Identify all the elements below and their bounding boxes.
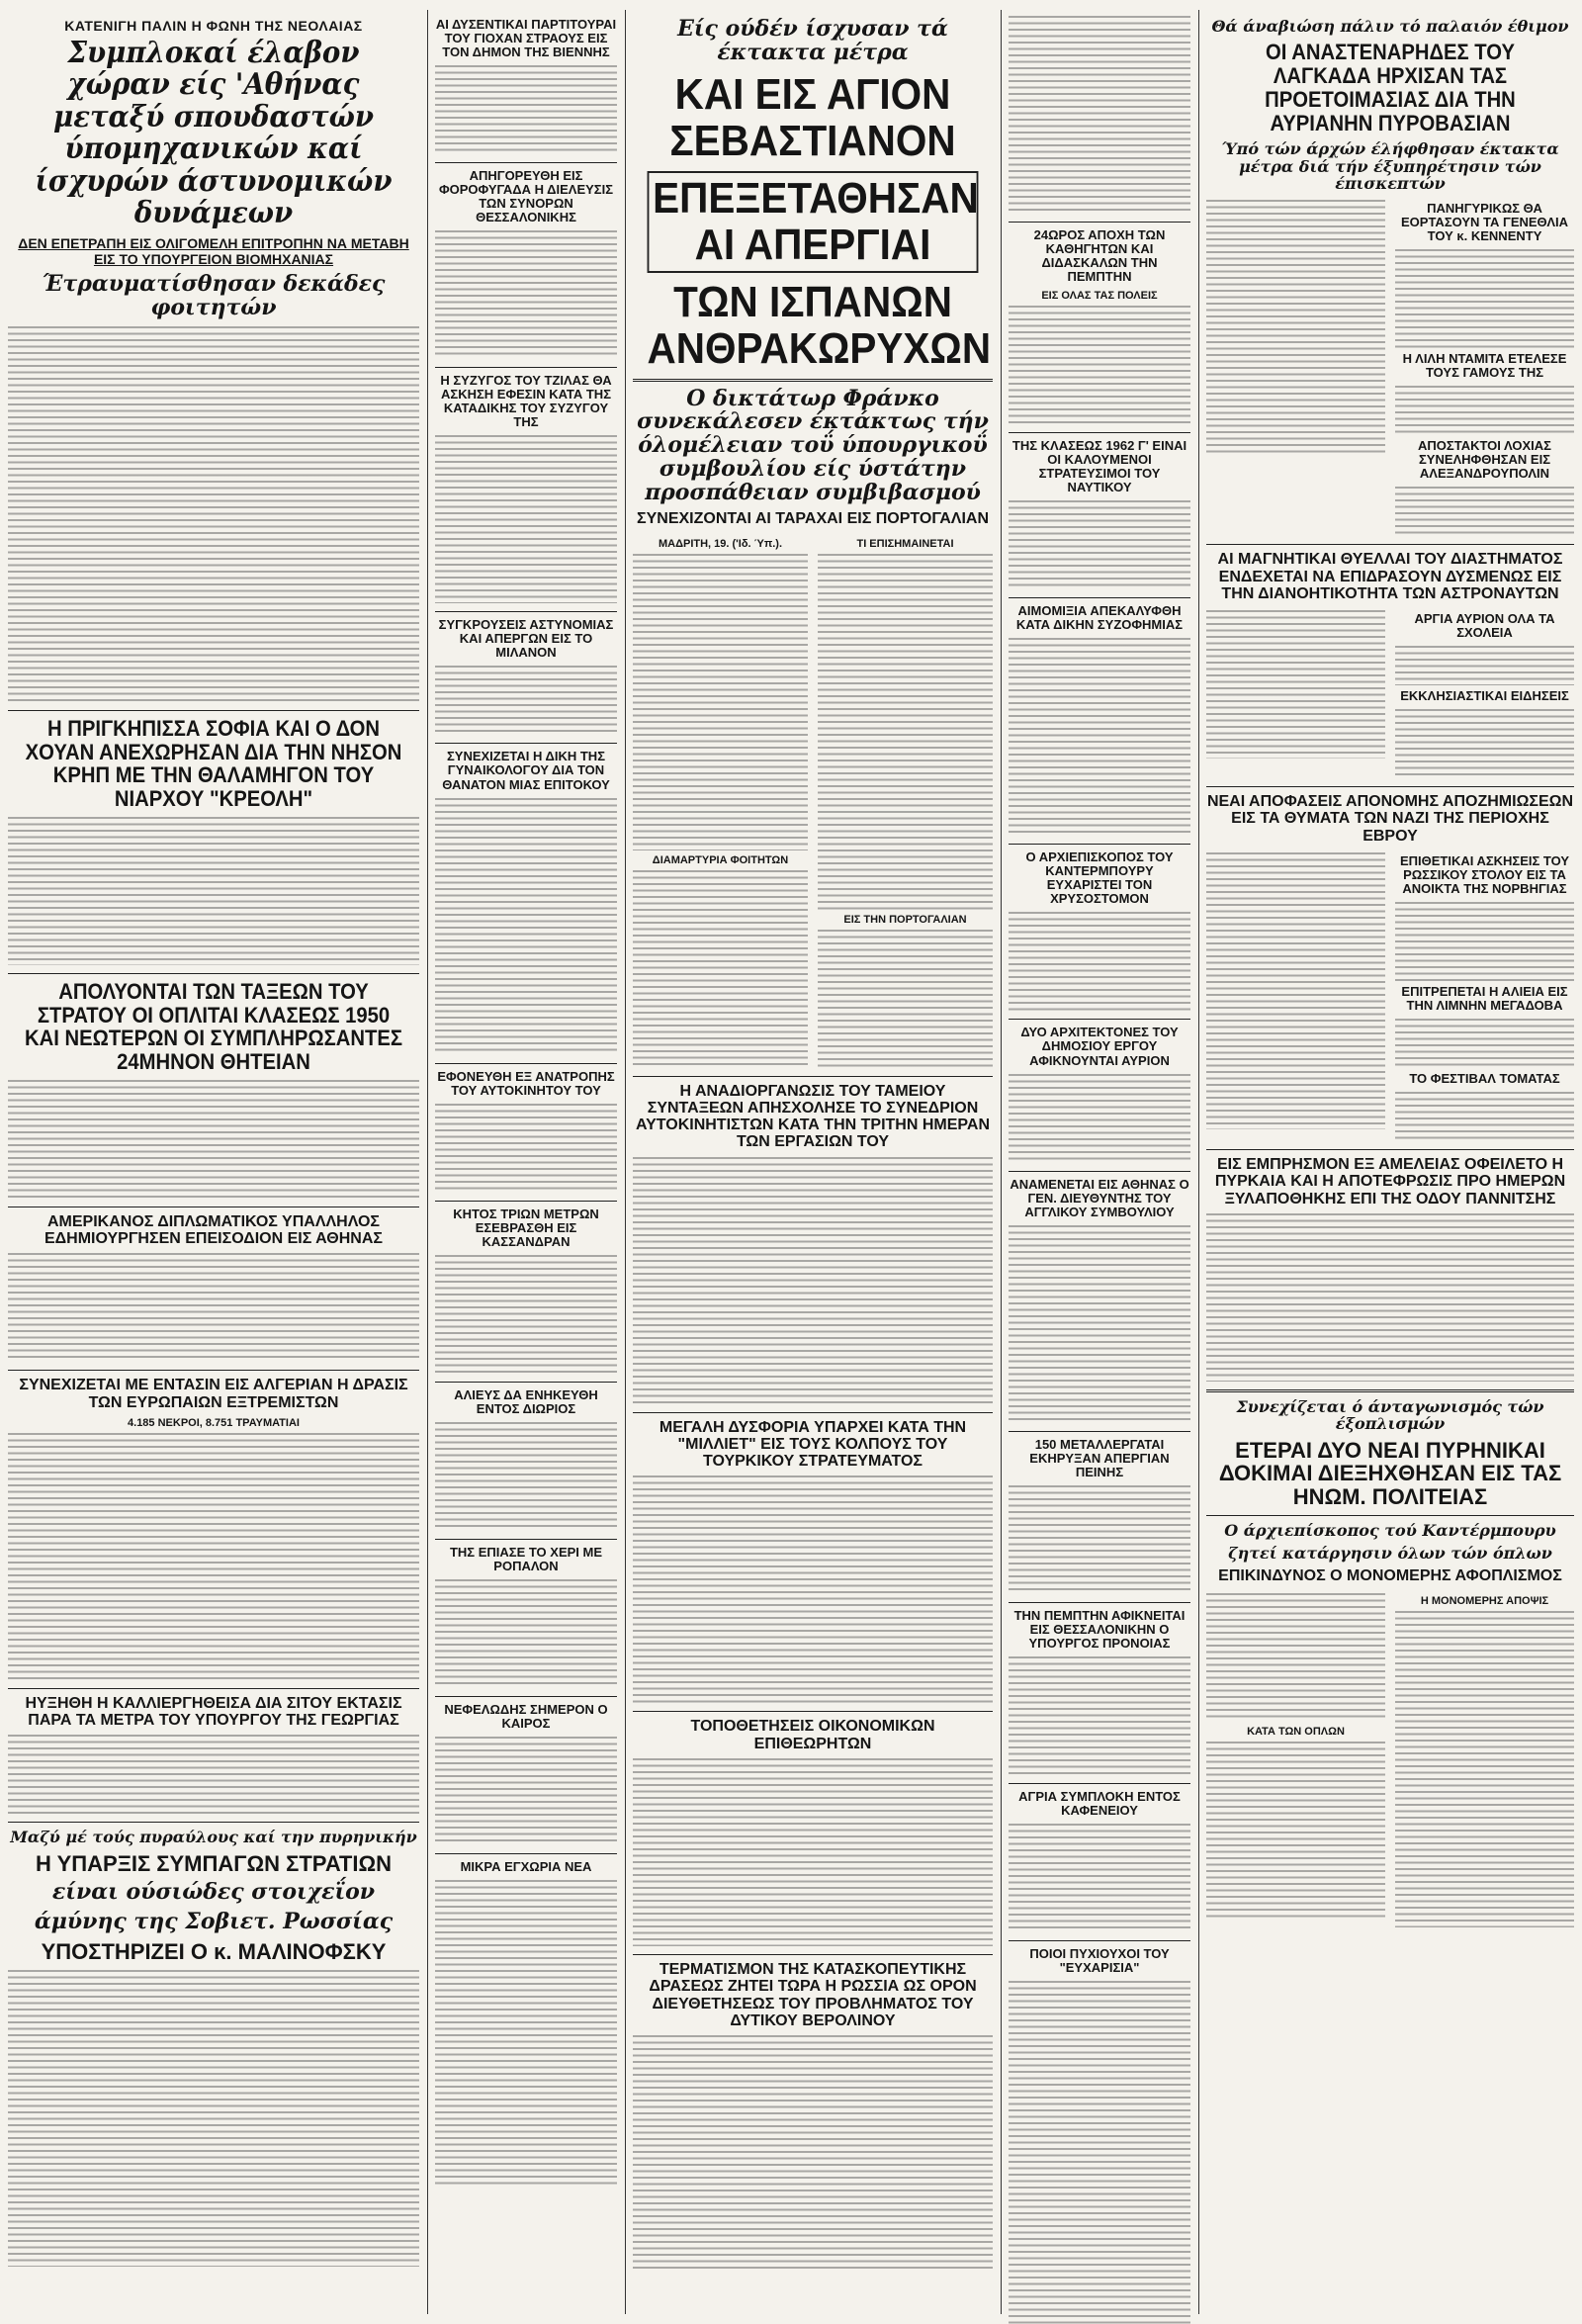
car-headline: ΕΦΟΝΕΥΘΗ ΕΞ ΑΝΑΤΡΟΠΗΣ ΤΟΥ ΑΥΤΟΚΙΝΗΤΟΥ ΤΟΥ bbox=[437, 1068, 615, 1098]
algeria-headline: ΣΥΝΕΧΙΖΕΤΑΙ ΜΕ ΕΝΤΑΣΙΝ ΕΙΣ ΑΛΓΕΡΙΑΝ Η ΔΡΑΣΙΣ ΤΩΝ ΕΥΡΩΠΑΙΩΝ ΕΞΤΡΕΜΙΣΤΩΝ bbox=[19, 1377, 408, 1411]
missiles-headline-4: ΥΠΟΣΤΗΡΙΖΕΙ Ο κ. ΜΑΛΙΝΟΦΣΚΥ bbox=[41, 1938, 387, 1964]
lead-deck: Ο δικτάτωρ Φράνκο συνεκάλεσεν έκτάκτως τήν όλομέλειαν τοΰ ύπουργικοΰ συμβουλίου είς ύστάτην προσπάθειαν συμβιβασμού bbox=[637, 385, 989, 505]
article-body bbox=[8, 326, 419, 702]
architects-headline: ΔΥΟ ΑΡΧΙΤΕΚΤΟΝΕΣ ΤΟΥ ΔΗΜΟΣΙΟΥ ΕΡΓΟΥ ΑΦΙΚΝΟΥΝΤΑΙ ΑΥΡΙΟΝ bbox=[1020, 1025, 1179, 1068]
guchan-headline: ΑΙ ΔΥΣΕΝΤΙΚΑΙ ΠΑΡΤΙΤΟΥΡΑΙ ΤΟΥ ΓΙΟΧΑΝ ΣΤΡΑΟΥΣ ΕΙΣ ΤΟΝ ΔΗΜΟΝ ΤΗΣ ΒΙΕΝΝΗΣ bbox=[435, 17, 617, 60]
weather-headline: ΝΕΦΕΛΩΔΗΣ ΣΗΜΕΡΟΝ Ο ΚΑΙΡΟΣ bbox=[444, 1701, 608, 1731]
students-subhead: ΔΙΑΜΑΡΤΥΡΙΑ ΦΟΙΤΗΤΩΝ bbox=[652, 853, 789, 866]
army-headline: ΑΠΟΛΥΟΝΤΑΙ ΤΩΝ ΤΑΞΕΩΝ ΤΟΥ ΣΤΡΑΤΟΥ ΟΙ ΟΠΛΙΤΑΙ ΚΛΑΣΕΩΣ 1950 ΚΑΙ ΝΕΩΤΕΡΩΝ ΟΙ ΣΥΜΠΛΗΡΩΣΑΝΤΕΣ 24ΜΗΝΟΝ ΘΗΤΕΙΑΝ bbox=[24, 978, 403, 1075]
article-body bbox=[8, 1253, 419, 1362]
missiles-kicker: Μαζύ μέ τούς πυραύλους καί την πυρηνικήν bbox=[10, 1828, 417, 1847]
lead-subhead: Έτραυματίσθησαν δεκάδες φοιτητών bbox=[42, 271, 386, 321]
strike-24h-sub: ΕΙΣ ΟΛΑΣ ΤΑΣ ΠΟΛΕΙΣ bbox=[1041, 290, 1158, 303]
lead-headline-1: ΚΑΙ ΕΙΣ ΑΓΙΟΝ ΣΕΒΑΣΤΙΑΝΟΝ bbox=[669, 69, 956, 166]
article-body bbox=[8, 1970, 419, 2267]
article-body bbox=[435, 230, 617, 359]
article-body bbox=[1009, 1485, 1190, 1594]
strike-24h-headline: 24ΩΡΟΣ ΑΠΟΧΗ ΤΩΝ ΚΑΘΗΓΗΤΩΝ ΚΑΙ ΔΙΔΑΣΚΑΛΩΝ ΤΗΝ ΠΕΜΠΤΗΝ bbox=[1033, 227, 1166, 285]
canterbury-dek: ζητεί κατάργησιν όλων τών όπλων bbox=[1228, 1544, 1552, 1564]
article-body bbox=[1009, 500, 1190, 589]
article-body bbox=[435, 1579, 617, 1688]
hiram-headline: Η ΛΙΛΗ ΝΤΑΜΙΤΑ ΕΤΕΛΕΣΕ ΤΟΥΣ ΓΑΜΟΥΣ ΤΗΣ bbox=[1402, 351, 1567, 381]
lead-dek: Ύπό τών άρχών έλήφθησαν έκτακτα μέτρα διά τήν έξυπηρέτησιν τών έπισκεπτών bbox=[1221, 139, 1559, 193]
hand-headline: ΤΗΣ ΕΠΙΑΣΕ ΤΟ ΧΕΡΙ ΜΕ ΡΟΠΑΛΟΝ bbox=[449, 1544, 603, 1573]
director-headline: ΑΝΑΜΕΝΕΤΑΙ ΕΙΣ ΑΘΗΝΑΣ Ο ΓΕΝ. ΔΙΕΥΘΥΝΤΗΣ ΤΟΥ ΑΓΓΛΙΚΟΥ ΣΥΜΒΟΥΛΙΟΥ bbox=[1010, 1176, 1189, 1219]
article-body bbox=[1009, 1225, 1190, 1423]
missiles-headline-2: είναι ούσιώδες στοιχεΐον bbox=[51, 1879, 376, 1906]
article-body bbox=[1009, 638, 1190, 836]
article-body bbox=[633, 2035, 993, 2273]
article-body bbox=[8, 817, 419, 965]
milan-headline: ΣΥΓΚΡΟΥΣΕΙΣ ΑΣΤΥΝΟΜΙΑΣ ΚΑΙ ΑΠΕΡΓΩΝ ΕΙΣ ΤΟ ΜΙΛΑΝΟΝ bbox=[438, 617, 614, 661]
article-body bbox=[435, 798, 617, 1055]
article-body bbox=[435, 1880, 617, 2187]
lead-headline-2: ΕΠΕΞΕΤΑΘΗΣΑΝ ΑΙ ΑΠΕΡΓΙΑΙ bbox=[648, 171, 979, 273]
festival-headline: ΤΟ ΦΕΣΤΙΒΑΛ ΤΟΜΑΤΑΣ bbox=[1409, 1071, 1560, 1087]
lead-headline-3: ΤΩΝ ΙΣΠΑΝΩΝ ΑΝΘΡΑΚΩΡΥΧΩΝ bbox=[647, 277, 992, 374]
lead-kicker: Θά άναβιώση πάλιν τό παλαιόν έθιμον bbox=[1211, 17, 1569, 36]
article-body bbox=[633, 1758, 993, 1946]
article-body bbox=[633, 1475, 993, 1703]
portugal-subhead: ΕΙΣ ΤΗΝ ΠΟΡΤΟΓΑΛΙΑΝ bbox=[843, 913, 967, 926]
archbishop-headline: Ο ΑΡΧΙΕΠΙΣΚΟΠΟΣ ΤΟΥ ΚΑΝΤΕΡΜΠΟΥΡΥ ΕΥΧΑΡΙΣΤΕΙ ΤΟΝ ΧΡΥΣΟΣΤΟΜΟΝ bbox=[1025, 849, 1174, 907]
lead-headline: ΟΙ ΑΝΑΣΤΕΝΑΡΗΔΕΣ ΤΟΥ ΛΑΓΚΑΔΑ ΗΡΧΙΣΑΝ ΤΑΣ ΠΡΟΕΤΟΙΜΑΣΙΑΣ ΔΙΑ ΤΗΝ ΑΥΡΙΑΝΗΝ ΠΥΡΟΒΑΣΙΑΝ bbox=[1265, 40, 1516, 135]
madrid-dateline: ΜΑΔΡΙΤΗ, 19. ('Ιδ. Ύπ.). bbox=[658, 537, 783, 550]
article-body bbox=[633, 1157, 993, 1404]
tzilas-headline: Η ΣΥΖΥΓΟΣ ΤΟΥ ΤΖΙΛΑΣ ΘΑ ΑΣΚΗΣΗ ΕΦΕΣΙΝ ΚΑΤΑ ΤΗΣ ΚΑΤΑΔΙΚΗΣ ΤΟΥ ΣΥΖΥΓΟΥ ΤΗΣ bbox=[440, 373, 612, 430]
article-body bbox=[435, 1255, 617, 1374]
canterbury-subhead: ΕΠΙΚΙΝΔΥΝΟΣ Ο ΜΟΝΟΜΕΡΗΣ ΑΦΟΠΛΙΣΜΟΣ bbox=[1218, 1567, 1562, 1585]
column-4 bbox=[1001, 0, 1198, 2324]
canterbury-kicker: Ο άρχιεπίσκοπος τού Καντέρμπουρυ bbox=[1224, 1520, 1556, 1540]
nazi-headline: ΝΕΑΙ ΑΠΟΦΑΣΕΙΣ ΑΠΟΝΟΜΗΣ ΑΠΟΖΗΜΙΩΣΕΩΝ ΕΙΣ ΤΑ ΘΥΜΑΤΑ ΤΩΝ ΝΑΖΙ ΤΗΣ ΠΕΡΙΟΧΗΣ ΕΒΡΟΥ bbox=[1206, 793, 1574, 845]
article-body bbox=[1009, 1824, 1190, 1932]
georgia-headline: ΗΥΞΗΘΗ Η ΚΑΛΛΙΕΡΓΗΘΕΙΣΑ ΔΙΑ ΣΙΤΟΥ ΕΚΤΑΣΙΣ ΠΑΡΑ ΤΑ ΜΕΤΡΑ ΤΟΥ ΥΠΟΥΡΓΟΥ ΤΗΣ ΓΕΩΡΓΙΑΣ bbox=[25, 1694, 402, 1730]
article-body bbox=[435, 1737, 617, 1845]
column-5 bbox=[1198, 0, 1582, 2324]
cafe-headline: ΑΓΡΙΑ ΣΥΜΠΛΟΚΗ ΕΝΤΟΣ ΚΑΦΕΝΕΙΟΥ bbox=[1018, 1788, 1181, 1818]
small-news-headline: ΜΙΚΡΑ ΕΓΧΩΡΙΑ ΝΕΑ bbox=[460, 1858, 592, 1874]
class-headline: ΤΗΣ ΚΛΑΣΕΩΣ 1962 Γ' ΕΙΝΑΙ ΟΙ ΚΑΛΟΥΜΕΝΟΙ ΣΤΡΑΤΕΥΣΙΜΟΙ ΤΟΥ ΝΑΥΤΙΚΟΥ bbox=[1011, 438, 1187, 495]
missiles-headline: Η ΥΠΑΡΞΙΣ ΣΥΜΠΑΓΩΝ ΣΤΡΑΤΙΩΝ bbox=[36, 1850, 392, 1876]
church-headline: ΕΚΚΛΗΣΙΑΣΤΙΚΑΙ ΕΙΔΗΣΕΙΣ bbox=[1400, 688, 1569, 704]
diplomat-headline: ΑΜΕΡΙΚΑΝΟΣ ΔΙΠΛΩΜΑΤΙΚΟΣ ΥΠΑΛΛΗΛΟΣ ΕΔΗΜΙΟΥΡΓΗΣΕΝ ΕΠΕΙΣΟΔΙΟΝ ΕΙΣ ΑΘΗΝΑΣ bbox=[44, 1212, 384, 1248]
article-body bbox=[1009, 1981, 1190, 2324]
column-1 bbox=[0, 0, 427, 2324]
algeria-subhead: 4.185 ΝΕΚΡΟΙ, 8.751 ΤΡΑΥΜΑΤΙΑΙ bbox=[128, 1416, 300, 1429]
article-body bbox=[1009, 306, 1190, 424]
canterbury-subhead-2: Η ΜΟΝΟΜΕΡΗΣ ΑΠΟΨΙΣ bbox=[1420, 1594, 1549, 1607]
fund-headline: Η ΑΝΑΔΙΟΡΓΑΝΩΣΙΣ ΤΟΥ ΤΑΜΕΙΟΥ ΣΥΝΤΑΞΕΩΝ ΑΠΗΣΧΟΛΗΣΕ ΤΟ ΣΥΝΕΔΡΙΟΝ ΑΥΤΟΚΙΝΗΤΙΣΤΩΝ ΚΑΤΑ ΤΗΝ ΤΡΙΤΗΝ ΗΜΕΡΑΝ ΤΩΝ ΕΡΓΑΣΙΩΝ ΤΟΥ bbox=[635, 1082, 990, 1151]
kassandra-headline: ΚΗΤΟΣ ΤΡΙΩΝ ΜΕΤΡΩΝ ΕΣΕΒΡΑΣΘΗ ΕΙΣ ΚΑΣΣΑΝΔΡΑΝ bbox=[453, 1206, 599, 1249]
kennedy-headline: ΠΑΝΗΓΥΡΙΚΩΣ ΘΑ ΕΟΡΤΑΣΟΥΝ ΤΑ ΓΕΝΕΘΛΙΑ ΤΟΥ κ. ΚΕΝΝΕΝΤΥ bbox=[1401, 201, 1568, 244]
article-body bbox=[435, 666, 617, 735]
article-body bbox=[1009, 1656, 1190, 1775]
article-body bbox=[1009, 912, 1190, 1011]
article-body bbox=[1009, 16, 1190, 214]
trial-headline: ΣΥΝΕΧΙΖΕΤΑΙ Η ΔΙΚΗ ΤΗΣ ΓΥΝΑΙΚΟΛΟΓΟΥ ΔΙΑ ΤΟΝ ΘΑΝΑΤΟΝ ΜΙΑΣ ΕΠΙΤΟΚΟΥ bbox=[442, 749, 610, 792]
fishing-headline: ΕΠΙΤΡΕΠΕΤΑΙ Η ΑΛΙΕΙΑ ΕΙΣ ΤΗΝ ΛΙΜΝΗΝ ΜΕΓΑΔΟΒΑ bbox=[1401, 984, 1568, 1014]
article-body bbox=[8, 1080, 419, 1199]
magnetic-headline: ΑΙ ΜΑΓΝΗΤΙΚΑΙ ΘΥΕΛΛΑΙ ΤΟΥ ΔΙΑΣΤΗΜΑΤΟΣ ΕΝΔΕΧΕΤΑΙ ΝΑ ΕΠΙΔΡΑΣΟΥΝ ΔΥΣΜΕΝΩΣ ΕΙΣ ΤΗΝ ΔΙΑΝΟΗΤΙΚΟΤΗΤΑ ΤΩΝ ΑΣΤΡΟΝΑΥΤΩΝ bbox=[1217, 551, 1563, 602]
arms-kicker: Συνεχίζεται ό άνταγωνισμός τών έξοπλισμών bbox=[1236, 1396, 1544, 1434]
inspect-headline: ΤΟΠΟΘΕΤΗΣΕΙΣ ΟΙΚΟΝΟΜΙΚΩΝ ΕΠΙΘΕΩΡΗΤΩΝ bbox=[690, 1718, 935, 1752]
fire-headline: ΕΙΣ ΕΜΠΡΗΣΜΟΝ ΕΞ ΑΜΕΛΕΙΑΣ ΟΦΕΙΛΕΤΟ Η ΠΥΡΚΑΙΑ ΚΑΙ Η ΑΠΟΤΕΦΡΩΣΙΣ ΠΡΟ ΗΜΕΡΩΝ ΞΥΛΑΠΟΘΗΚΗΣ ΕΠΙ ΤΗΣ ΟΔΟΥ ΠΑΝΝΙΤΣΗΣ bbox=[1214, 1156, 1566, 1207]
lottery-headline: ΠΟΙΟΙ ΠΥΧΙΟΥΧΟΙ ΤΟΥ "ΕΥΧΑΡΙΣΙΑ" bbox=[1029, 1945, 1170, 1975]
article-body bbox=[435, 1422, 617, 1531]
article-body bbox=[8, 1433, 419, 1680]
sofia-headline: Η ΠΡΙΓΚΗΠΙΣΣΑ ΣΟΦΙΑ ΚΑΙ Ο ΔΟΝ ΧΟΥΑΝ ΑΝΕΧΩΡΗΣΑΝ ΔΙΑ ΤΗΝ ΝΗΣΟΝ ΚΡΗΠ ΜΕ ΤΗΝ ΘΑΛΑΜΗΓΟΝ ΤΟΥ ΝΙΑΡΧΟΥ "ΚΡΕΟΛΗ" bbox=[25, 715, 402, 812]
turkey-headline: ΜΕΓΑΛΗ ΔΥΣΦΟΡΙΑ ΥΠΑΡΧΕΙ ΚΑΤΑ ΤΗΝ "ΜΙΛΛΙΕΤ" ΕΙΣ ΤΟΥΣ ΚΟΛΠΟΥΣ ΤΟΥ ΤΟΥΡΚΙΚΟΥ ΣΤΡΑΤΕΥΜΑΤΟΣ bbox=[659, 1418, 967, 1471]
lead-dek: ΔΕΝ ΕΠΕΤΡΑΠΗ ΕΙΣ ΟΛΙΓΟΜΕΛΗ ΕΠΙΤΡΟΠΗΝ ΝΑ ΜΕΤΑΒΗ ΕΙΣ ΤΟ ΥΠΟΥΡΓΕΙΟΝ ΒΙΟΜΗΧΑΝΙΑΣ bbox=[18, 235, 409, 268]
column-2 bbox=[427, 0, 625, 2324]
article-body bbox=[435, 1104, 617, 1193]
schools-headline: ΑΡΓΙΑ ΑΥΡΙΟΝ ΟΛΑ ΤΑ ΣΧΟΛΕΙΑ bbox=[1414, 611, 1555, 641]
article-body bbox=[1009, 1074, 1190, 1163]
lead-deck-sub: ΣΥΝΕΧΙΖΟΝΤΑΙ ΑΙ ΤΑΡΑΧΑΙ ΕΙΣ ΠΟΡΤΟΓΑΛΙΑΝ bbox=[637, 510, 989, 528]
minister-headline: ΤΗΝ ΠΕΜΠΤΗΝ ΑΦΙΚΝΕΙΤΑΙ ΕΙΣ ΘΕΣΣΑΛΟΝΙΚΗΝ Ο ΥΠΟΥΡΓΟΣ ΠΡΟΝΟΙΑΣ bbox=[1013, 1607, 1186, 1651]
exercise-headline: ΕΠΙΘΕΤΙΚΑΙ ΑΣΚΗΣΕΙΣ ΤΟΥ ΡΩΣΣΙΚΟΥ ΣΤΟΛΟΥ ΕΙΣ ΤΑ ΑΝΟΙΚΤΑ ΤΗΣ ΝΟΡΒΗΓΙΑΣ bbox=[1399, 853, 1570, 897]
retired-headline: ΑΠΟΣΤΑΚΤΟΙ ΛΟΧΙΑΣ ΣΥΝΕΛΗΦΘΗΣΑΝ ΕΙΣ ΑΛΕΞΑΝΔΡΟΥΠΟΛΙΝ bbox=[1418, 438, 1551, 482]
article-body bbox=[435, 435, 617, 603]
article-body bbox=[435, 65, 617, 154]
arms-headline: ΕΤΕΡΑΙ ΔΥΟ ΝΕΑΙ ΠΥΡΗΝΙΚΑΙ ΔΟΚΙΜΑΙ ΔΙΕΞΗΧΘΗΣΑΝ ΕΙΣ ΤΑΣ ΗΝΩΜ. ΠΟΛΙΤΕΙΑΣ bbox=[1218, 1437, 1562, 1510]
blood-headline: ΑΙΜΟΜΙΞΙΑ ΑΠΕΚΑΛΥΦΘΗ ΚΑΤΑ ΔΙΚΗΝ ΣΥΖΟΦΗΜΙΑΣ bbox=[1015, 603, 1184, 633]
thessaloniki-headline: ΑΠΗΓΟΡΕΥΘΗ ΕΙΣ ΦΟΡΟΦΥΓΑΔΑ Η ΔΙΕΛΕΥΣΙΣ ΤΩΝ ΣΥΝΟΡΩΝ ΘΕΣΣΑΛΟΝΙΚΗΣ bbox=[438, 168, 614, 225]
strike-subhead: ΤΙ ΕΠΙΣΗΜΑΙΝΕΤΑΙ bbox=[856, 537, 954, 550]
lead-kicker: ΚΑΤΕΝΙΓΗ ΠΑΛΙΝ Η ΦΩΝΗ ΤΗΣ ΝΕΟΛΑΙΑΣ bbox=[64, 18, 363, 34]
missiles-headline-3: άμύνης της Σοβιετ. Ρωσσίας bbox=[34, 1909, 394, 1935]
berlin-headline: ΤΕΡΜΑΤΙΣΜΟΝ ΤΗΣ ΚΑΤΑΣΚΟΠΕΥΤΙΚΗΣ ΔΡΑΣΕΩΣ ΖΗΤΕΙ ΤΩΡΑ Η ΡΩΣΣΙΑ ΩΣ ΟΡΟΝ ΔΙΕΥΘΕΤΗΣΕΩΣ ΤΟΥ ΠΡΟΒΛΗΜΑΤΟΣ ΤΟΥ ΔΥΤΙΚΟΥ ΒΕΡΟΛΙΝΟΥ bbox=[649, 1961, 977, 2029]
heli-headline: ΑΛΙΕΥΣ ΔΑ ΕΝΗΚΕΥΘΗ ΕΝΤΟΣ ΔΙΩΡΙΟΣ bbox=[454, 1386, 598, 1416]
canterbury-subhead-3: ΚΑΤΑ ΤΩΝ ΟΠΛΩΝ bbox=[1247, 1725, 1345, 1738]
lead-kicker: Είς ούδέν ίσχυσαν τά έκτακτα μέτρα bbox=[677, 16, 948, 65]
article-body bbox=[8, 1735, 419, 1814]
column-3 bbox=[625, 0, 1001, 2324]
lead-headline: Συμπλοκαί έλαβον χώραν είς 'Αθήνας μεταξύ σπουδαστών ύπομηχανικών καί ίσχυρών άστυνομικών δυνάμεων bbox=[35, 36, 393, 230]
metal-headline: 150 ΜΕΤΑΛΛΕΡΓΑΤΑΙ ΕΚΗΡΥΞΑΝ ΑΠΕΡΓΙΑΝ ΠΕΙΝΗΣ bbox=[1029, 1436, 1170, 1479]
article-body bbox=[1206, 1213, 1574, 1382]
